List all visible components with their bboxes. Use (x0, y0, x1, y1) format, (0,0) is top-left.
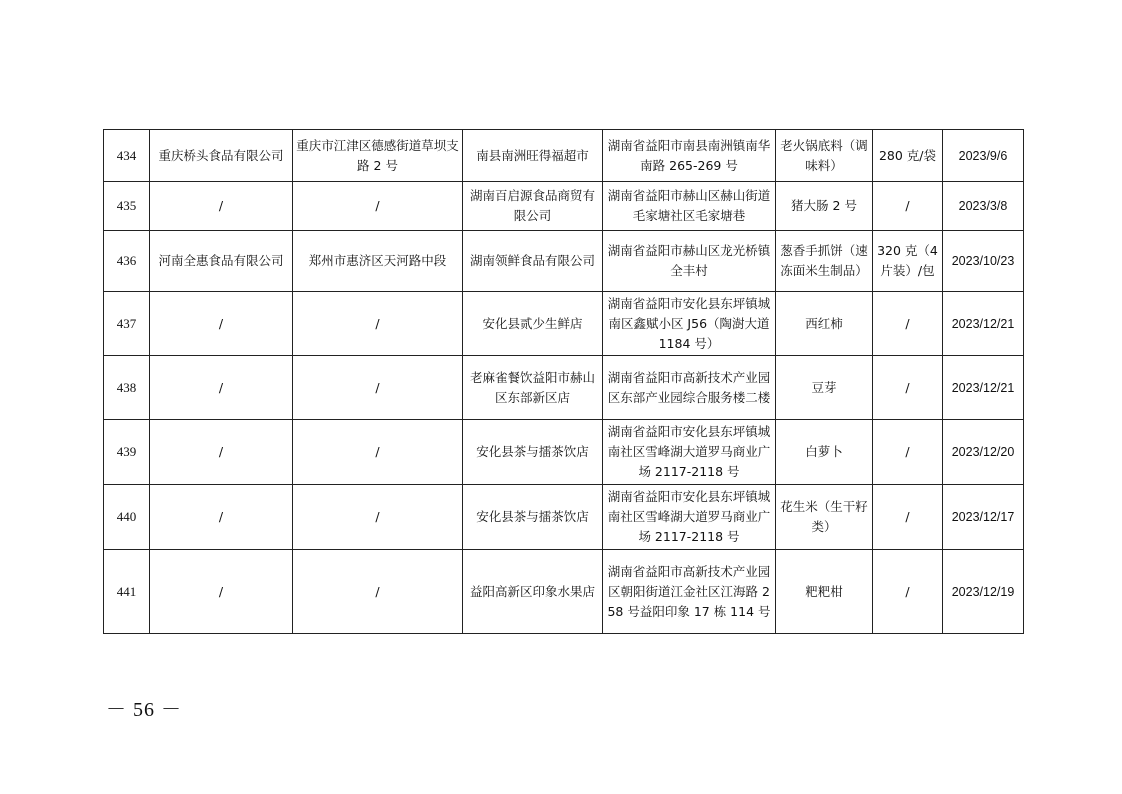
producer-cell: / (150, 550, 293, 634)
table-row (104, 182, 1024, 231)
seller-address-cell: 湖南省益阳市高新技术产业园区东部产业园综合服务楼二楼 (603, 356, 776, 420)
seller-cell: 安化县茶与擂茶饮店 (463, 420, 603, 485)
producer-cell: / (150, 356, 293, 420)
product-cell: 白萝卜 (776, 420, 873, 485)
seller-cell: 南县南洲旺得福超市 (463, 130, 603, 182)
product-cell: 豆芽 (776, 356, 873, 420)
table-row (104, 356, 1024, 420)
seller-address-cell: 湖南省益阳市高新技术产业园区朝阳街道江金社区江海路 258 号益阳印象 17 栋 114 号 (603, 550, 776, 634)
producer-address-cell: / (293, 292, 463, 356)
spec-cell: / (873, 182, 943, 231)
product-cell: 西红柿 (776, 292, 873, 356)
table-row (104, 292, 1024, 356)
product-cell: 老火锅底料（调味料） (776, 130, 873, 182)
spec-cell: / (873, 485, 943, 550)
producer-address-cell: 郑州市惠济区天河路中段 (293, 231, 463, 292)
date-cell: 2023/9/6 (943, 130, 1024, 182)
producer-address-cell: / (293, 485, 463, 550)
table-row (104, 231, 1024, 292)
seller-cell: 安化县贰少生鲜店 (463, 292, 603, 356)
date-cell: 2023/12/17 (943, 485, 1024, 550)
date-cell: 2023/12/19 (943, 550, 1024, 634)
producer-cell: / (150, 420, 293, 485)
producer-address-cell: / (293, 182, 463, 231)
producer-cell: 重庆桥头食品有限公司 (150, 130, 293, 182)
seller-cell: 益阳高新区印象水果店 (463, 550, 603, 634)
producer-cell: / (150, 182, 293, 231)
spec-cell: / (873, 550, 943, 634)
product-cell: 猪大肠 2 号 (776, 182, 873, 231)
product-cell: 粑粑柑 (776, 550, 873, 634)
seq-cell: 440 (104, 485, 150, 550)
seller-address-cell: 湖南省益阳市安化县东坪镇城南区鑫赋小区 J56（陶澍大道 1184 号） (603, 292, 776, 356)
spec-cell: 320 克（4 片装）/包 (873, 231, 943, 292)
table-row (104, 420, 1024, 485)
seller-address-cell: 湖南省益阳市安化县东坪镇城南社区雪峰湖大道罗马商业广场 2117-2118 号 (603, 485, 776, 550)
spec-cell: 280 克/袋 (873, 130, 943, 182)
seq-cell: 434 (104, 130, 150, 182)
seq-cell: 439 (104, 420, 150, 485)
seller-address-cell: 湖南省益阳市南县南洲镇南华南路 265-269 号 (603, 130, 776, 182)
table-row (104, 485, 1024, 550)
date-cell: 2023/12/21 (943, 356, 1024, 420)
seller-address-cell: 湖南省益阳市赫山区龙光桥镇全丰村 (603, 231, 776, 292)
date-cell: 2023/12/21 (943, 292, 1024, 356)
product-cell: 花生米（生干籽类） (776, 485, 873, 550)
spec-cell: / (873, 356, 943, 420)
seller-cell: 湖南百启源食品商贸有限公司 (463, 182, 603, 231)
producer-cell: / (150, 485, 293, 550)
inspection-table (103, 129, 1024, 634)
seq-cell: 436 (104, 231, 150, 292)
producer-address-cell: / (293, 550, 463, 634)
seq-cell: 438 (104, 356, 150, 420)
producer-cell: 河南全惠食品有限公司 (150, 231, 293, 292)
producer-address-cell: 重庆市江津区德感街道草坝支路 2 号 (293, 130, 463, 182)
table-row (104, 130, 1024, 182)
date-cell: 2023/3/8 (943, 182, 1024, 231)
spec-cell: / (873, 292, 943, 356)
table-row (104, 550, 1024, 634)
producer-address-cell: / (293, 420, 463, 485)
producer-address-cell: / (293, 356, 463, 420)
seller-cell: 安化县茶与擂茶饮店 (463, 485, 603, 550)
producer-cell: / (150, 292, 293, 356)
seq-cell: 435 (104, 182, 150, 231)
date-cell: 2023/12/20 (943, 420, 1024, 485)
seller-cell: 湖南领鲜食品有限公司 (463, 231, 603, 292)
seq-cell: 437 (104, 292, 150, 356)
product-cell: 葱香手抓饼（速冻面米生制品） (776, 231, 873, 292)
seller-cell: 老麻雀餐饮益阳市赫山区东部新区店 (463, 356, 603, 420)
seller-address-cell: 湖南省益阳市赫山区赫山街道毛家塘社区毛家塘巷 (603, 182, 776, 231)
seller-address-cell: 湖南省益阳市安化县东坪镇城南社区雪峰湖大道罗马商业广场 2117-2118 号 (603, 420, 776, 485)
seq-cell: 441 (104, 550, 150, 634)
page-number: － 56 － (106, 699, 182, 721)
spec-cell: / (873, 420, 943, 485)
date-cell: 2023/10/23 (943, 231, 1024, 292)
